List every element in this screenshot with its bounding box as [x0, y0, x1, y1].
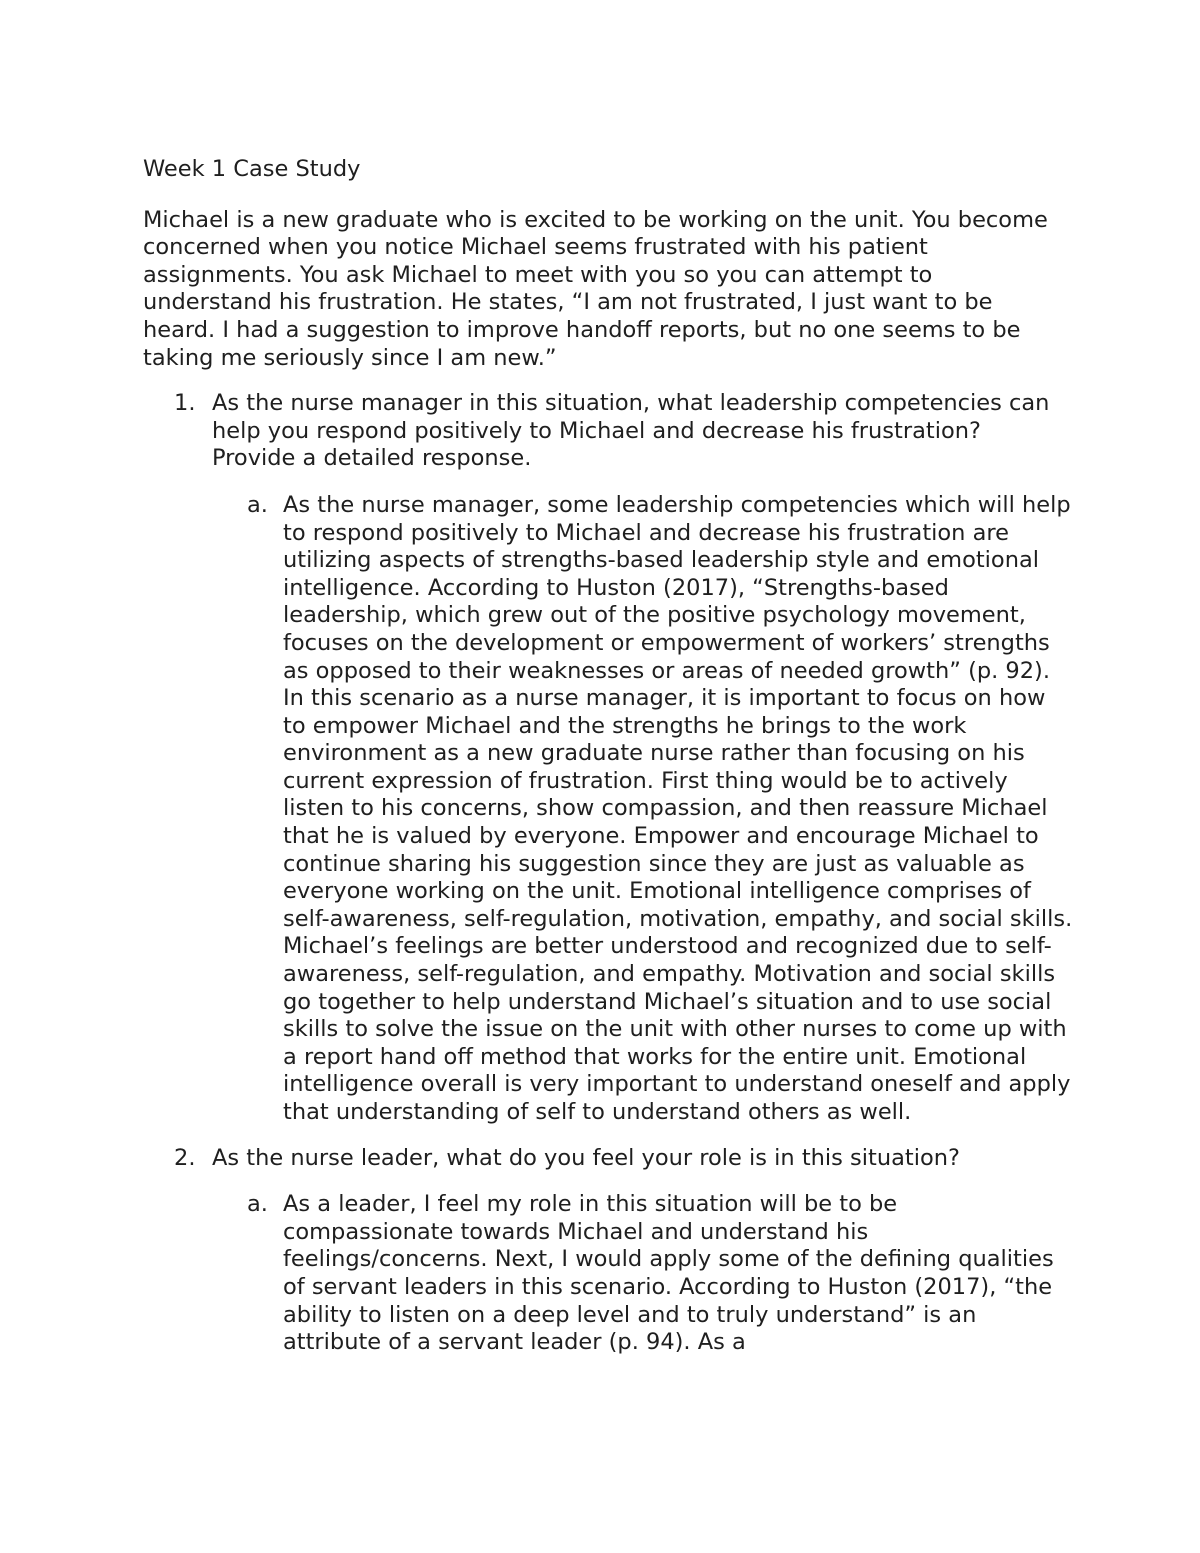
- question-item: [143, 390, 1078, 473]
- document-body: [143, 156, 1078, 1375]
- question-number: 2.: [174, 1144, 196, 1171]
- question-item: [143, 1145, 1078, 1173]
- intro-paragraph: Michael is a new graduate who is excited to be working on the unit. You become concerned when you notice Michael seems frustrated with his patient assignments. You ask Michael to meet with you so you can attempt to understand his frustration. He states, “I am not frustrated, I just want to be heard. I had a suggestion to improve handoff reports, but no one seems to be taking me seriously since I am new.”: [143, 206, 1048, 371]
- answer-item: [143, 492, 1078, 1127]
- answer-letter: a.: [247, 1191, 268, 1218]
- document-title: Week 1 Case Study: [143, 156, 361, 182]
- question-text: As the nurse leader, what do you feel your role is in this situation?: [212, 1144, 960, 1171]
- answer-item: [143, 1191, 1078, 1357]
- question-text: As the nurse manager in this situation, what leadership competencies can help you respond positively to Michael and decrease his frustration? Provide a detailed response.: [212, 390, 1050, 472]
- answer-text: As a leader, I feel my role in this situation will be to be compassionate towards Michael and understand his feelings/concerns. Next, I would apply some of the defining qualities of servant leaders in this scenario. According to Huston (2017), “the ability to listen on a deep level and to truly understand” is an attribute of a servant leader (p. 94). As a: [283, 1191, 1054, 1356]
- question-number: 1.: [174, 390, 196, 417]
- answer-text: As the nurse manager, some leadership competencies which will help to respond positively to Michael and decrease his frustration are utilizing aspects of strengths-based leadership style and emotional intelligence. According to Huston (2017), “Strengths-based leadership, which grew out of the positive psychology movement, focuses on the development or empowerment of workers’ strengths as opposed to their weaknesses or areas of needed growth” (p. 92). In this scenario as a nurse manager, it is important to focus on how to empower Michael and the strengths he brings to the work environment as a new graduate nurse rather than focusing on his current expression of frustration. First thing would be to actively listen to his concerns, show compassion, and then reassure Michael that he is valued by everyone. Empower and encourage Michael to continue sharing his suggestion since they are just as valuable as everyone working on the unit. Emotional intelligence comprises of self-awareness, self-regulation, motivation, empathy, and social skills. Michael’s feelings are better understood and recognized due to self-awareness, self-regulation, and empathy. Motivation and social skills go together to help understand Michael’s situation and to use social skills to solve the issue on the unit with other nurses to come up with a report hand off method that works for the entire unit. Emotional intelligence overall is very important to understand oneself and apply that understanding of self to understand others as well.: [283, 491, 1073, 1125]
- answer-letter: a.: [247, 491, 268, 518]
